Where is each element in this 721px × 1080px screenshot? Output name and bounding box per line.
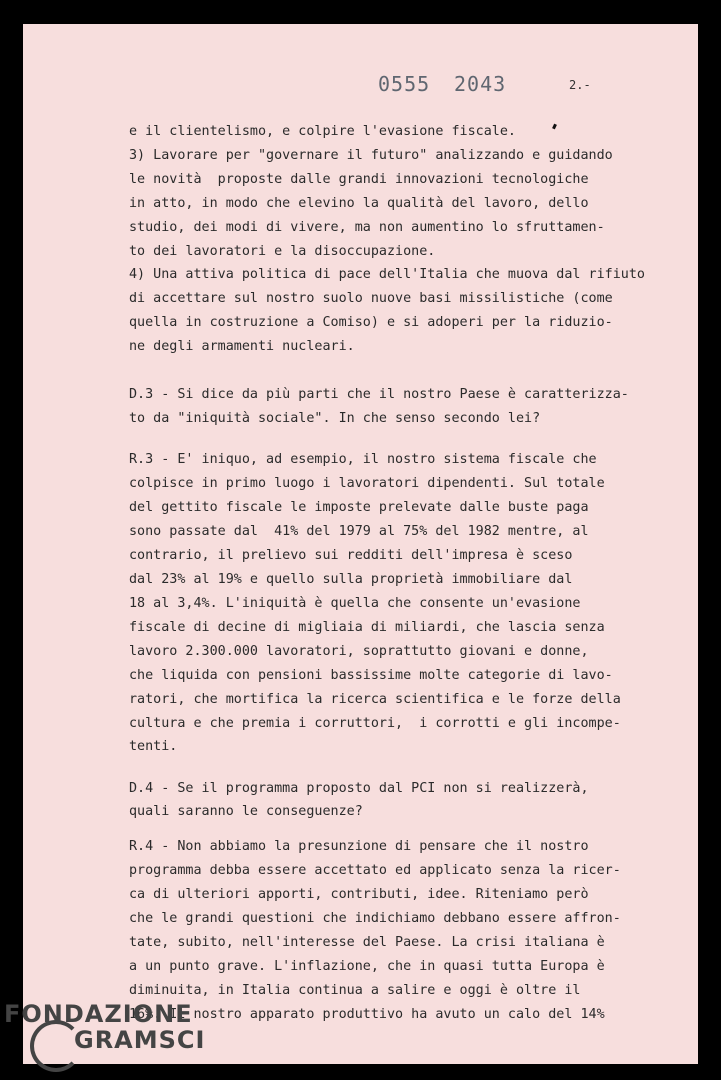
- text-line: dal 23% al 19% e quello sulla proprietà immobiliare dal: [129, 572, 573, 587]
- watermark-gramsci: GRAMSCI: [74, 1026, 206, 1054]
- watermark-fondazione: FONDAZIONE: [4, 1000, 193, 1028]
- text-line: di accettare sul nostro suolo nuove basi missilistiche (come: [129, 291, 613, 306]
- text-line: lavoro 2.300.000 lavoratori, soprattutto giovani e donne,: [129, 644, 589, 659]
- question-heading: D.4 - Se il programma proposto dal PCI non si realizzerà,: [129, 781, 589, 796]
- answer-heading: R.3 - E' iniquo, ad esempio, il nostro sistema fiscale che: [129, 452, 597, 467]
- document-page: [23, 24, 698, 1064]
- text-line: ne degli armamenti nucleari.: [129, 339, 355, 354]
- text-line: contrario, il prelievo sui redditi dell'impresa è sceso: [129, 548, 573, 563]
- text-line: del gettito fiscale le imposte prelevate dalle buste paga: [129, 500, 589, 515]
- text-line: to dei lavoratori e la disoccupazione.: [129, 244, 436, 259]
- text-line: ratori, che mortifica la ricerca scientifica e le forze della: [129, 692, 621, 707]
- text-line: 3) Lavorare per "governare il futuro" analizzando e guidando: [129, 148, 613, 163]
- text-line: quella in costruzione a Comiso) e si adoperi per la riduzio-: [129, 315, 613, 330]
- text-line: diminuita, in Italia continua a salire e oggi è oltre il: [129, 983, 581, 998]
- text-line: in atto, in modo che elevino la qualità del lavoro, dello: [129, 196, 589, 211]
- page-number: 2.-: [569, 78, 591, 92]
- archive-stamp-number-left: 0555: [378, 72, 431, 96]
- text-line: 18 al 3,4%. L'iniquità è quella che consente un'evasione: [129, 596, 581, 611]
- archive-stamp-number-right: 2043: [454, 72, 507, 96]
- text-line: studio, dei modi di vivere, ma non aumentino lo sfruttamen-: [129, 220, 605, 235]
- ink-mark: [552, 124, 557, 130]
- text-line: che le grandi questioni che indichiamo debbano essere affron-: [129, 911, 621, 926]
- text-line: sono passate dal 41% del 1979 al 75% del 1982 mentre, al: [129, 524, 589, 539]
- text-line: to da "iniquità sociale". In che senso secondo lei?: [129, 411, 541, 426]
- text-line: le novità proposte dalle grandi innovazioni tecnologiche: [129, 172, 589, 187]
- text-line: programma debba essere accettato ed applicato senza la ricer-: [129, 863, 621, 878]
- text-line: che liquida con pensioni bassissime molte categorie di lavo-: [129, 668, 613, 683]
- text-line: cultura e che premia i corruttori, i corrotti e gli incompe-: [129, 716, 621, 731]
- answer-heading: R.4 - Non abbiamo la presunzione di pensare che il nostro: [129, 839, 589, 854]
- text-line: tenti.: [129, 739, 178, 754]
- text-line: fiscale di decine di migliaia di miliardi, che lascia senza: [129, 620, 605, 635]
- text-line: e il clientelismo, e colpire l'evasione fiscale.: [129, 124, 516, 139]
- text-line: ca di ulteriori apporti, contributi, idee. Riteniamo però: [129, 887, 589, 902]
- text-line: a un punto grave. L'inflazione, che in quasi tutta Europa è: [129, 959, 605, 974]
- question-heading: D.3 - Si dice da più parti che il nostro Paese è caratterizza-: [129, 387, 629, 402]
- text-line: quali saranno le conseguenze?: [129, 804, 363, 819]
- text-line: tate, subito, nell'interesse del Paese. La crisi italiana è: [129, 935, 605, 950]
- text-line: 16%. Il nostro apparato produttivo ha avuto un calo del 14%: [129, 1007, 605, 1022]
- text-line: 4) Una attiva politica di pace dell'Italia che muova dal rifiuto: [129, 267, 645, 282]
- text-line: colpisce in primo luogo i lavoratori dipendenti. Sul totale: [129, 476, 605, 491]
